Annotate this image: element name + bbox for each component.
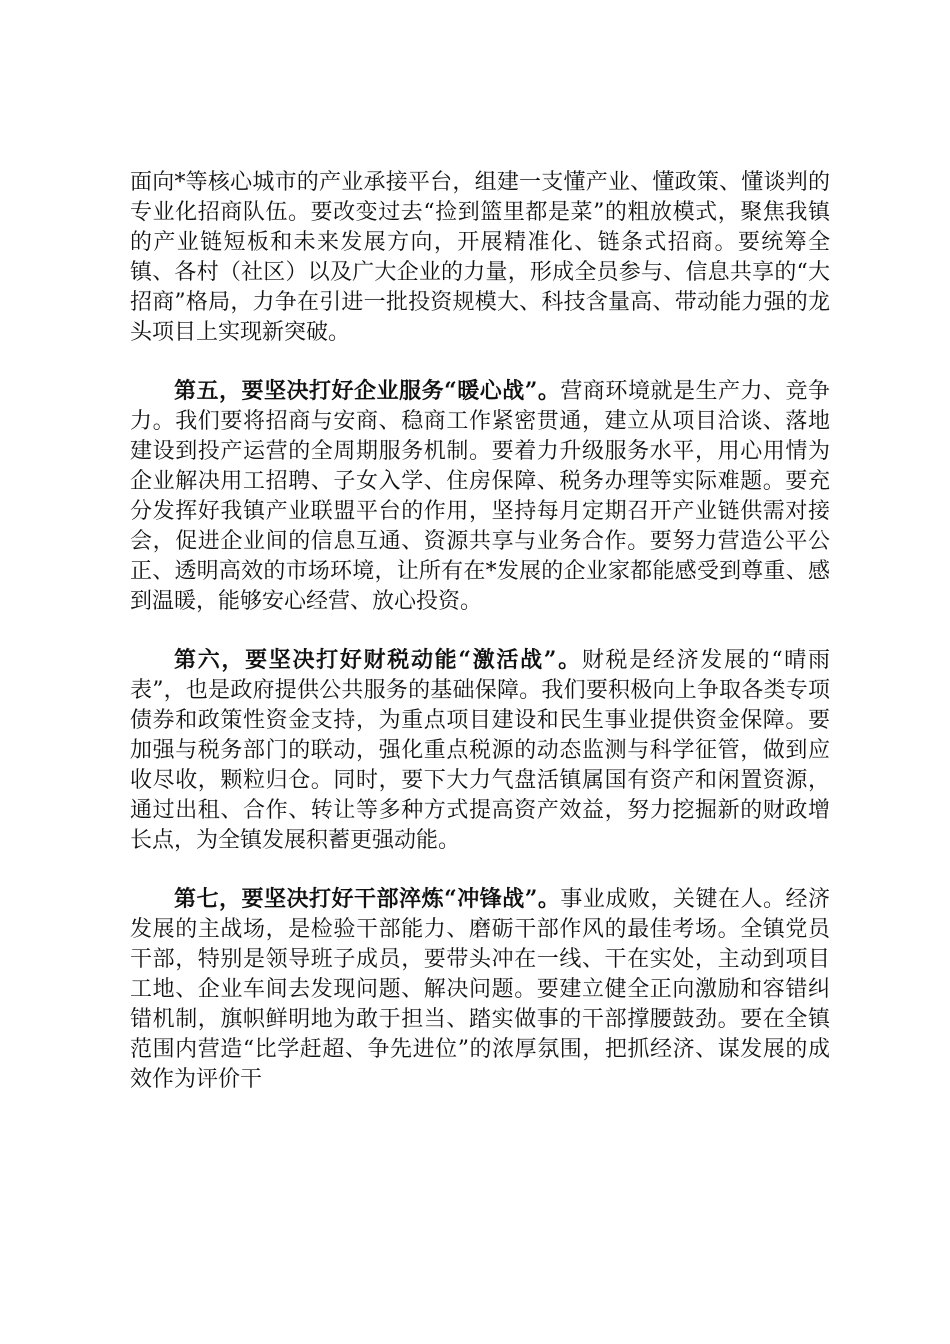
paragraph-heading: 第七，要坚决打好干部淬炼“冲锋战”。 (174, 886, 561, 912)
paragraph-body: 财税是经济发展的“晴雨表”，也是政府提供公共服务的基础保障。我们要积极向上争取各类专项债券和政策性资金支持，为重点项目建设和民生事业提供资金保障。要加强与税务部门的联动，强化重点税源的动态监测与科学征管，做到应收尽收，颗粒归仓。同时，要下大力气盘活镇属国有资产和闲置资源，通过出租、合作、转让等多种方式提高资产效益，努力挖掘新的财政增长点，为全镇发展积蓄更强动能。 (130, 648, 831, 853)
paragraph-body: 事业成败，关键在人。经济发展的主战场，是检验干部能力、磨砺干部作风的最佳考场。全镇党员干部，特别是领导班子成员，要带头冲在一线、干在实处，主动到项目工地、企业车间去发现问题、解决问题。要建立健全正向激励和容错纠错机制，旗帜鲜明地为敢于担当、踏实做事的干部撑腰鼓劲。要在全镇范围内营造“比学赶超、争先进位”的浓厚氛围，把抓经济、谋发展的成效作为评价干 (130, 887, 830, 1092)
paragraph-fifth (130, 376, 830, 617)
paragraph-seventh (130, 884, 830, 1095)
paragraph-sixth (130, 645, 830, 856)
document-page (130, 168, 830, 1123)
paragraph-continued (130, 168, 830, 348)
paragraph-body: 营商环境就是生产力、竞争力。我们要将招商与安商、稳商工作紧密贯通，建立从项目洽谈、落地建设到投产运营的全周期服务机制。要着力升级服务水平，用心用情为企业解决用工招聘、子女入学、住房保障、税务办理等实际难题。要充分发挥好我镇产业联盟平台的作用，坚持每月定期召开产业链供需对接会，促进企业间的信息互通、资源共享与业务合作。要努力营造公平公正、透明高效的市场环境，让所有在*发展的企业家都能感受到尊重、感到温暖，能够安心经营、放心投资。 (130, 379, 830, 614)
paragraph-heading: 第六，要坚决打好财税动能“激活战”。 (174, 647, 582, 673)
paragraph-body: 面向*等核心城市的产业承接平台，组建一支懂产业、懂政策、懂谈判的专业化招商队伍。要改变过去“捡到篮里都是菜”的粗放模式，聚焦我镇的产业链短板和未来发展方向，开展精准化、链条式招商。要统筹全镇、各村（社区）以及广大企业的力量，形成全员参与、信息共享的“大招商”格局，力争在引进一批投资规模大、科技含量高、带动能力强的龙头项目上实现新突破。 (130, 170, 830, 345)
paragraph-heading: 第五，要坚决打好企业服务“暖心战”。 (174, 378, 561, 404)
